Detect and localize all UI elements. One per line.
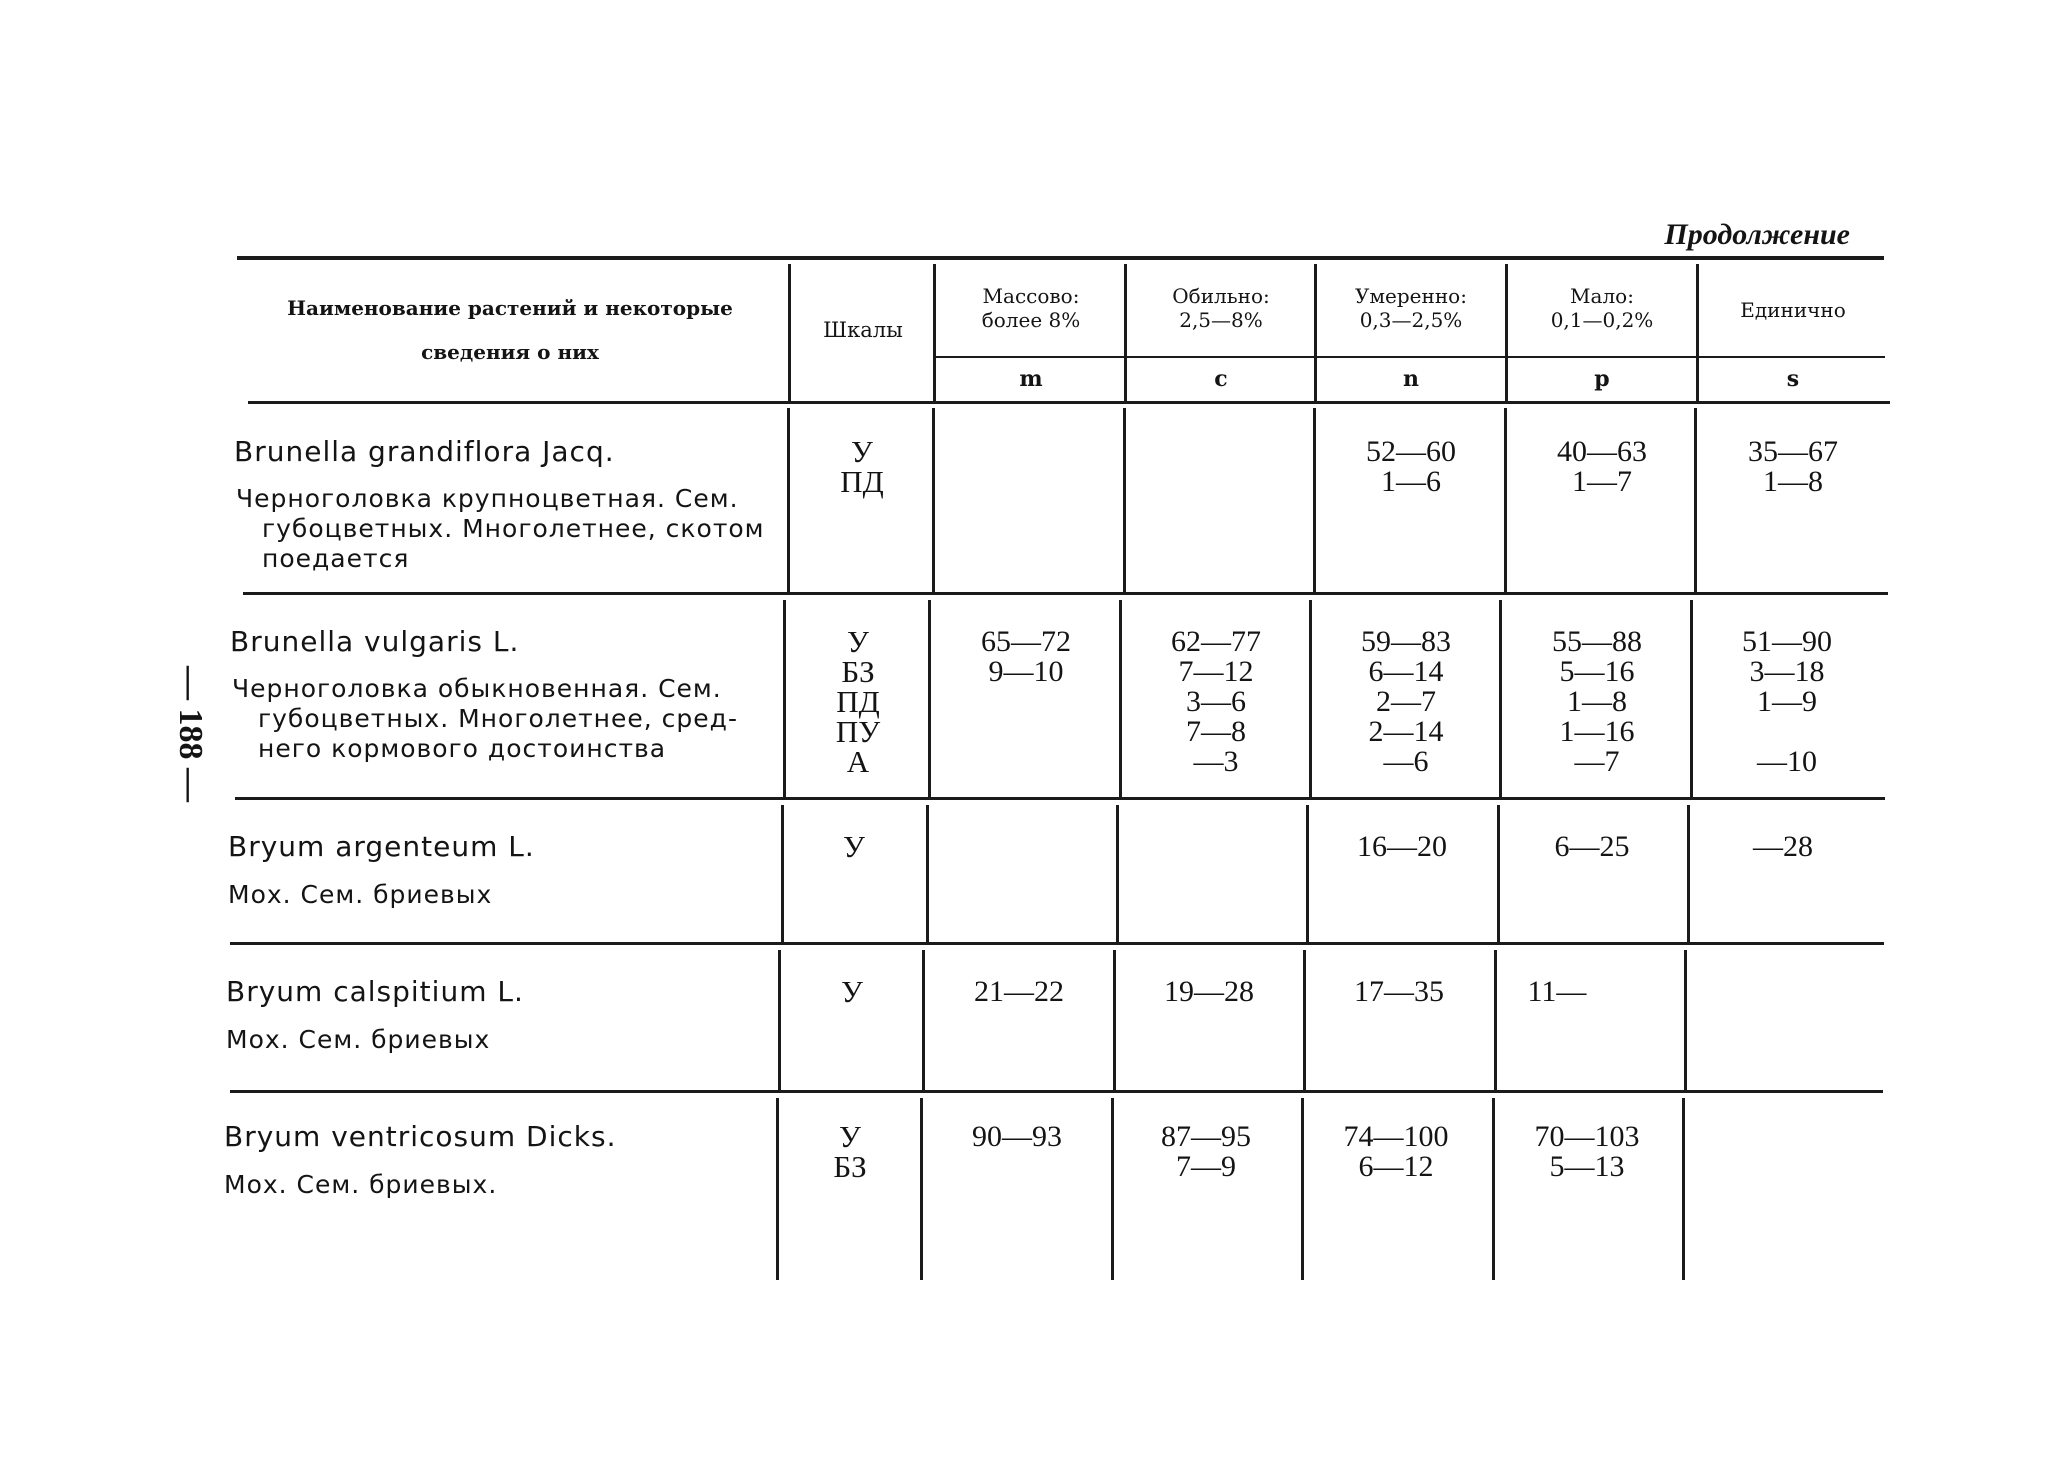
header-divider <box>1505 264 1508 402</box>
column-rule <box>1504 408 1507 592</box>
scale-code: У <box>851 434 873 469</box>
value: 5—13 <box>1549 1150 1625 1183</box>
page-number <box>150 655 230 815</box>
column-rule <box>922 950 925 1090</box>
header-name-col <box>250 296 770 364</box>
value-cell-c <box>1116 977 1302 1007</box>
header-col-line: Умеренно: <box>1355 284 1467 308</box>
header-divider <box>1124 264 1127 402</box>
scale-code: ПД <box>836 684 880 719</box>
scale-list <box>784 829 924 864</box>
header-col-p <box>1509 284 1695 332</box>
header-divider <box>1314 264 1317 402</box>
column-rule <box>783 600 786 797</box>
column-rule <box>1499 600 1502 797</box>
header-sub-rule <box>935 356 1885 358</box>
column-rule <box>926 805 929 942</box>
column-rule <box>1123 408 1126 592</box>
header-col-n <box>1318 284 1504 332</box>
value-cell-n <box>1309 832 1495 862</box>
column-rule <box>787 408 790 592</box>
value: 55—88 <box>1552 625 1642 658</box>
column-rule <box>1303 950 1306 1090</box>
column-rule <box>1313 408 1316 592</box>
value: 87—95 <box>1161 1120 1251 1153</box>
column-rule <box>1684 950 1687 1090</box>
value: 21—22 <box>974 975 1064 1008</box>
value: 1—8 <box>1763 465 1823 498</box>
header-col-line: 0,1—0,2% <box>1550 308 1654 332</box>
column-rule <box>920 1098 923 1280</box>
row-separator <box>243 592 1888 595</box>
column-rule <box>1494 950 1497 1090</box>
header-col-line: Единично <box>1740 298 1846 322</box>
desc-line: губоцветных. Многолетнее, сред- <box>258 704 738 733</box>
value: 1—9 <box>1757 685 1817 718</box>
value: —6 <box>1383 745 1429 778</box>
header-col-line: более 8% <box>981 308 1081 332</box>
header-letter-s: s <box>1786 366 1800 392</box>
value: —7 <box>1574 745 1620 778</box>
value: 5—16 <box>1559 655 1635 688</box>
column-rule <box>1116 805 1119 942</box>
value: 62—77 <box>1171 625 1261 658</box>
column-rule <box>1690 600 1693 797</box>
value: 52—60 <box>1366 435 1456 468</box>
column-rule <box>1309 600 1312 797</box>
header-letter-m: m <box>1019 366 1043 392</box>
value-cell-n <box>1303 1122 1489 1182</box>
value: 6—12 <box>1358 1150 1434 1183</box>
scale-list <box>792 434 932 499</box>
scale-code: БЗ <box>841 654 875 689</box>
value: 3—18 <box>1749 655 1825 688</box>
value-cell-m <box>933 627 1119 687</box>
value: 51—90 <box>1742 625 1832 658</box>
column-rule <box>1119 600 1122 797</box>
desc-line: Мох. Сем. бриевых <box>228 880 493 909</box>
value-cell-p <box>1494 1122 1680 1182</box>
column-rule <box>932 408 935 592</box>
desc-line: поедается <box>262 544 410 573</box>
page-number-text: — 188 — <box>172 666 209 802</box>
header-col-c <box>1128 284 1314 332</box>
value: 17—35 <box>1354 975 1444 1008</box>
value: 1—8 <box>1567 685 1627 718</box>
header-name-line: Наименование растений и некоторые <box>287 296 733 320</box>
species-latin-name: Brunella grandiflora Jacq. <box>234 435 615 468</box>
desc-line: него кормового достоинства <box>258 734 667 763</box>
value: 59—83 <box>1361 625 1451 658</box>
value-cell-p <box>1497 977 1617 1007</box>
value: —3 <box>1193 745 1239 778</box>
header-letter-p: p <box>1594 366 1610 392</box>
species-description <box>226 1025 766 1055</box>
species-description <box>224 1170 764 1200</box>
value-cell-n <box>1313 627 1499 777</box>
row-separator <box>235 797 1885 800</box>
continuation-label: Продолжение <box>1664 218 1850 251</box>
value: 19—28 <box>1164 975 1254 1008</box>
value: 1—6 <box>1381 465 1441 498</box>
scale-code: У <box>843 829 865 864</box>
desc-line: Мох. Сем. бриевых <box>226 1025 491 1054</box>
desc-line: Черноголовка крупноцветная. Сем. <box>236 484 739 513</box>
value: 7—12 <box>1178 655 1254 688</box>
desc-line: Мох. Сем. бриевых. <box>224 1170 498 1199</box>
value-cell-s <box>1694 627 1880 777</box>
species-latin-name: Bryum ventricosum Dicks. <box>224 1120 617 1153</box>
value-cell-s <box>1690 832 1876 862</box>
scale-code: У <box>847 624 869 659</box>
value-cell-p <box>1499 832 1685 862</box>
value: —10 <box>1757 745 1817 778</box>
value-cell-n <box>1318 437 1504 497</box>
scale-code: А <box>846 744 870 779</box>
species-latin-name: Bryum argenteum L. <box>228 830 535 863</box>
value: 40—63 <box>1557 435 1647 468</box>
value: 2—7 <box>1376 685 1436 718</box>
value-cell-c <box>1113 1122 1299 1182</box>
header-col-m <box>938 284 1124 332</box>
value: 65—72 <box>981 625 1071 658</box>
row-separator <box>230 942 1884 945</box>
value: 6—25 <box>1554 830 1630 863</box>
column-rule <box>928 600 931 797</box>
header-letter-n: n <box>1403 366 1419 392</box>
scale-code: ПУ <box>835 714 881 749</box>
value-cell-m <box>926 977 1112 1007</box>
value-cell-p <box>1509 437 1695 497</box>
value: 1—7 <box>1572 465 1632 498</box>
value: 70—103 <box>1534 1120 1640 1153</box>
value: 16—20 <box>1357 830 1447 863</box>
scale-code: БЗ <box>833 1149 867 1184</box>
value: 6—14 <box>1368 655 1444 688</box>
header-col-s <box>1700 298 1886 322</box>
header-col-line: Мало: <box>1570 284 1634 308</box>
table-top-rule <box>237 256 1884 260</box>
species-description <box>228 880 768 910</box>
value: 9—10 <box>988 655 1064 688</box>
value: 74—100 <box>1343 1120 1449 1153</box>
value: 35—67 <box>1748 435 1838 468</box>
column-rule <box>1694 408 1697 592</box>
scale-code: У <box>841 974 863 1009</box>
value: 3—6 <box>1186 685 1246 718</box>
header-col-line: Обильно: <box>1172 284 1270 308</box>
value-cell-s <box>1700 437 1886 497</box>
header-name-line: сведения о них <box>421 340 599 364</box>
desc-line: Черноголовка обыкновенная. Сем. <box>232 674 722 703</box>
species-latin-name: Brunella vulgaris L. <box>230 625 520 658</box>
column-rule <box>1306 805 1309 942</box>
scale-list <box>780 1119 920 1184</box>
header-col-line: 0,3—2,5% <box>1359 308 1463 332</box>
value: 2—14 <box>1368 715 1444 748</box>
desc-line: губоцветных. Многолетнее, скотом <box>262 514 765 543</box>
species-description <box>236 484 776 574</box>
value-cell-n <box>1306 977 1492 1007</box>
column-rule <box>1497 805 1500 942</box>
scale-code: У <box>839 1119 861 1154</box>
scale-list <box>788 624 928 779</box>
value: —28 <box>1753 830 1813 863</box>
value: 1—16 <box>1559 715 1635 748</box>
column-rule <box>1113 950 1116 1090</box>
header-scale-col: Шкалы <box>823 318 903 342</box>
value: 7—9 <box>1176 1150 1236 1183</box>
column-rule <box>1687 805 1690 942</box>
column-rule <box>1682 1098 1685 1280</box>
row-separator <box>230 1090 1883 1093</box>
species-description <box>232 674 772 764</box>
scale-code: ПД <box>840 464 884 499</box>
scale-list <box>782 974 922 1009</box>
header-divider <box>788 264 791 402</box>
value: 90—93 <box>972 1120 1062 1153</box>
header-col-line: 2,5—8% <box>1179 308 1263 332</box>
header-bottom-rule <box>248 401 1890 404</box>
value-cell-p <box>1504 627 1690 777</box>
value: 11— <box>1527 975 1587 1008</box>
column-rule <box>781 805 784 942</box>
column-rule <box>778 950 781 1090</box>
header-divider <box>1696 264 1699 402</box>
value: 7—8 <box>1186 715 1246 748</box>
value-cell-m <box>924 1122 1110 1152</box>
header-col-line: Массово: <box>982 284 1080 308</box>
value-cell-c <box>1123 627 1309 777</box>
header-letter-c: c <box>1214 366 1228 392</box>
value <box>1694 717 1880 747</box>
column-rule <box>776 1098 779 1280</box>
species-latin-name: Bryum calspitium L. <box>226 975 524 1008</box>
